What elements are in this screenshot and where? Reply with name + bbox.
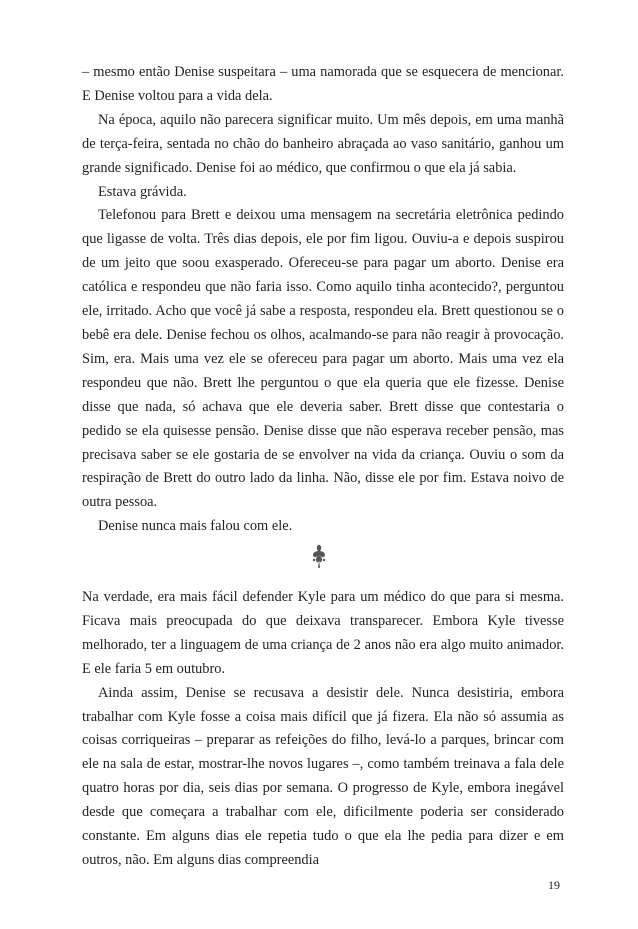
paragraph: Estava grávida. (98, 183, 187, 200)
paragraph-continuation: – mesmo então Denise suspeitara – uma namorada que se esquecera de mencionar. E Denise voltou para a vida dela. (82, 64, 564, 104)
fleuron-icon (310, 544, 328, 570)
paragraph: Na época, aquilo não parecera significar muito. Um mês depois, em uma manhã de terça-feira, sentada no chão do banheiro abraçada ao vaso sanitário, ganhou um grande significado. Denise foi ao médico, que confirmou o que ela já sabia. (82, 111, 564, 176)
section-2 (82, 586, 564, 873)
paragraph: Telefonou para Brett e deixou uma mensagem na secretária eletrônica pedindo que ligasse de volta. Três dias depois, ele por fim ligou. Ouviu-a e depois suspirou de um jeito que soou exasperado. Ofereceu-se para pagar um aborto. Denise era católica e respondeu que não faria isso. Como aquilo tinha acontecido?, perguntou ele, irritado. Acho que você já sabe a resposta, respondeu ela. Brett questionou se o bebê era dele. Denise fechou os olhos, acalmando-se para não reagir à provocação. Sim, era. Mais uma vez ele se ofereceu para pagar um aborto. Mais uma vez ela respondeu que não. Brett lhe perguntou o que ela queria que ele fizesse. Denise disse que nada, só achava que ele deveria saber. Brett disse que contestaria o pedido se ela quisesse pensão. Denise disse que não esperava receber pensão, mas precisava saber se ele gostaria de se envolver na vida da criança. Ouviu o som da respiração de Brett do outro lado da linha. Não, disse ele por fim. Estava noivo de outra pessoa. (82, 207, 564, 511)
paragraph: Ainda assim, Denise se recusava a desistir dele. Nunca desistiria, embora trabalhar com Kyle fosse a coisa mais difícil que já fizera. Ela não só assumia as coisas corriqueiras – preparar as refeições do filho, levá-lo a parques, brincar com ele na sala de estar, mostrar-lhe novos lugares –, como também treinava a fala dele quatro horas por dia, seis dias por semana. O progresso de Kyle, embora inegável desde que começara a trabalhar com ele, dificilmente poderia ser considerado constante. Em alguns dias ele repetia tudo o que ela lhe pedia para dizer e em outros, não. Em alguns dias compreendia (82, 684, 564, 868)
page-number: 19 (548, 878, 560, 892)
paragraph: Denise nunca mais falou com ele. (98, 518, 293, 535)
paragraph: Na verdade, era mais fácil defender Kyle para um médico do que para si mesma. Ficava mais preocupada do que deixava transparecer. Embora Kyle tivesse melhorado, ter a linguagem de uma criança de 2 anos não era algo muito animador. E ele faria 5 em outubro. (82, 589, 564, 677)
section-1 (82, 61, 564, 539)
